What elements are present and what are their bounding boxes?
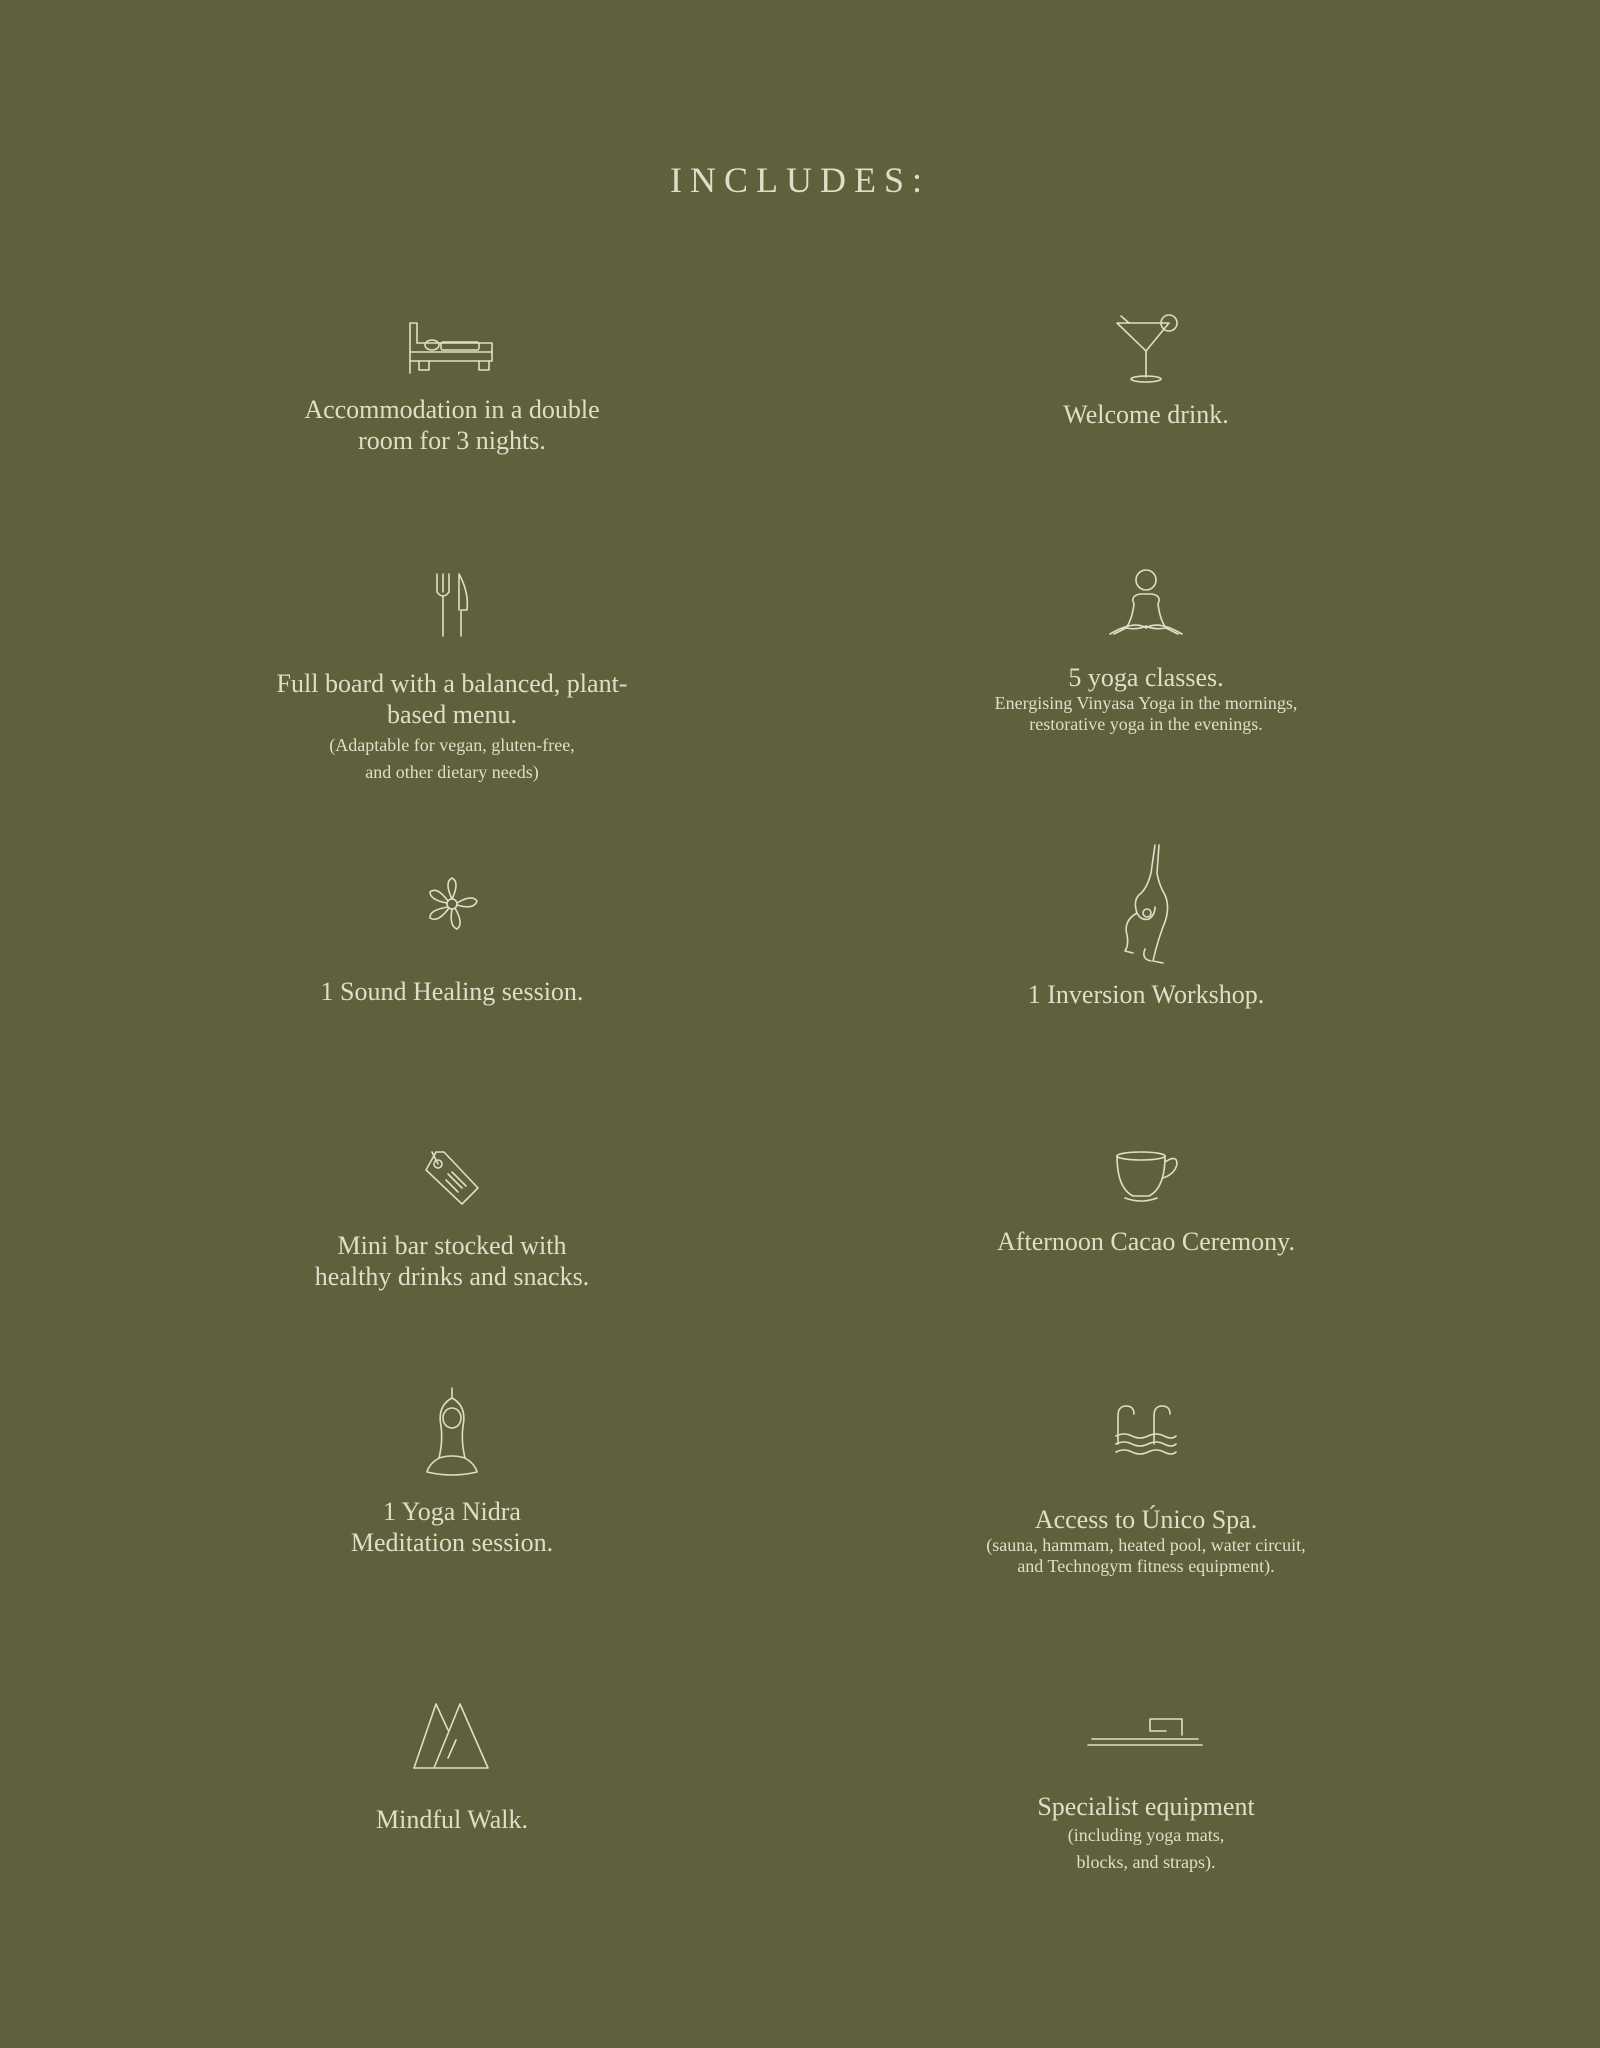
- item-full-board: [172, 570, 732, 786]
- item-main-line: based menu.: [387, 700, 517, 729]
- item-main-line: Afternoon Cacao Ceremony.: [997, 1227, 1295, 1256]
- item-cacao-ceremony: [866, 1148, 1426, 1257]
- item-main-line: room for 3 nights.: [358, 426, 546, 455]
- flower-icon: [424, 876, 480, 932]
- item-sub-line: and Technogym fitness equipment).: [1017, 1556, 1275, 1576]
- item-sub-line: and other dietary needs): [365, 762, 539, 782]
- item-sub-line: restorative yoga in the evenings.: [1029, 714, 1263, 734]
- item-welcome-drink: [866, 313, 1426, 430]
- meditation-figure-icon: [1104, 568, 1188, 640]
- pool-ladder-icon: [1114, 1404, 1178, 1460]
- item-mindful-walk: [172, 1700, 732, 1835]
- item-mini-bar: [172, 1148, 732, 1292]
- item-main-line: Accommodation in a double: [304, 395, 600, 424]
- item-sub-line: (sauna, hammam, heated pool, water circuit,: [986, 1535, 1306, 1555]
- mountains-icon: [410, 1700, 494, 1770]
- item-sub-line: Energising Vinyasa Yoga in the mornings,: [994, 693, 1298, 713]
- item-accommodation: [172, 318, 732, 456]
- bed-icon: [407, 318, 497, 378]
- item-main-line: Mindful Walk.: [376, 1805, 528, 1834]
- fork-knife-icon: [427, 570, 477, 640]
- page-title: INCLUDES:: [670, 160, 930, 200]
- yoga-mat-block-icon: [1086, 1713, 1206, 1753]
- teacup-icon: [1111, 1148, 1181, 1204]
- item-main-line: Full board with a balanced, plant-: [276, 669, 628, 698]
- item-sound-healing: [172, 876, 732, 1007]
- item-unico-spa: [866, 1404, 1426, 1577]
- item-main-line: 1 Sound Healing session.: [320, 977, 584, 1006]
- item-yoga-classes: [866, 568, 1426, 735]
- cocktail-glass-icon: [1111, 313, 1181, 383]
- item-main-line: Welcome drink.: [1063, 400, 1229, 429]
- item-main-line: Mini bar stocked with: [337, 1231, 567, 1260]
- item-sub-line: (including yoga mats,: [1067, 1825, 1225, 1845]
- seated-figure-icon: [417, 1386, 487, 1478]
- item-main-line: 1 Yoga Nidra: [383, 1497, 521, 1526]
- item-main-line: healthy drinks and snacks.: [314, 1262, 590, 1291]
- item-main-line: Access to Único Spa.: [1034, 1505, 1258, 1534]
- item-inversion-workshop: [866, 843, 1426, 1010]
- item-main-line: Meditation session.: [350, 1528, 554, 1557]
- item-main-line: 1 Inversion Workshop.: [1027, 980, 1265, 1009]
- yoga-backbend-icon: [1111, 843, 1181, 969]
- item-main-line: 5 yoga classes.: [1068, 663, 1224, 692]
- item-sub-line: (Adaptable for vegan, gluten-free,: [329, 735, 575, 755]
- tag-icon: [422, 1148, 482, 1208]
- item-sub-line: blocks, and straps).: [1076, 1852, 1216, 1872]
- item-specialist-equipment: [866, 1713, 1426, 1876]
- item-main-line: Specialist equipment: [1037, 1792, 1255, 1821]
- item-yoga-nidra: [172, 1386, 732, 1558]
